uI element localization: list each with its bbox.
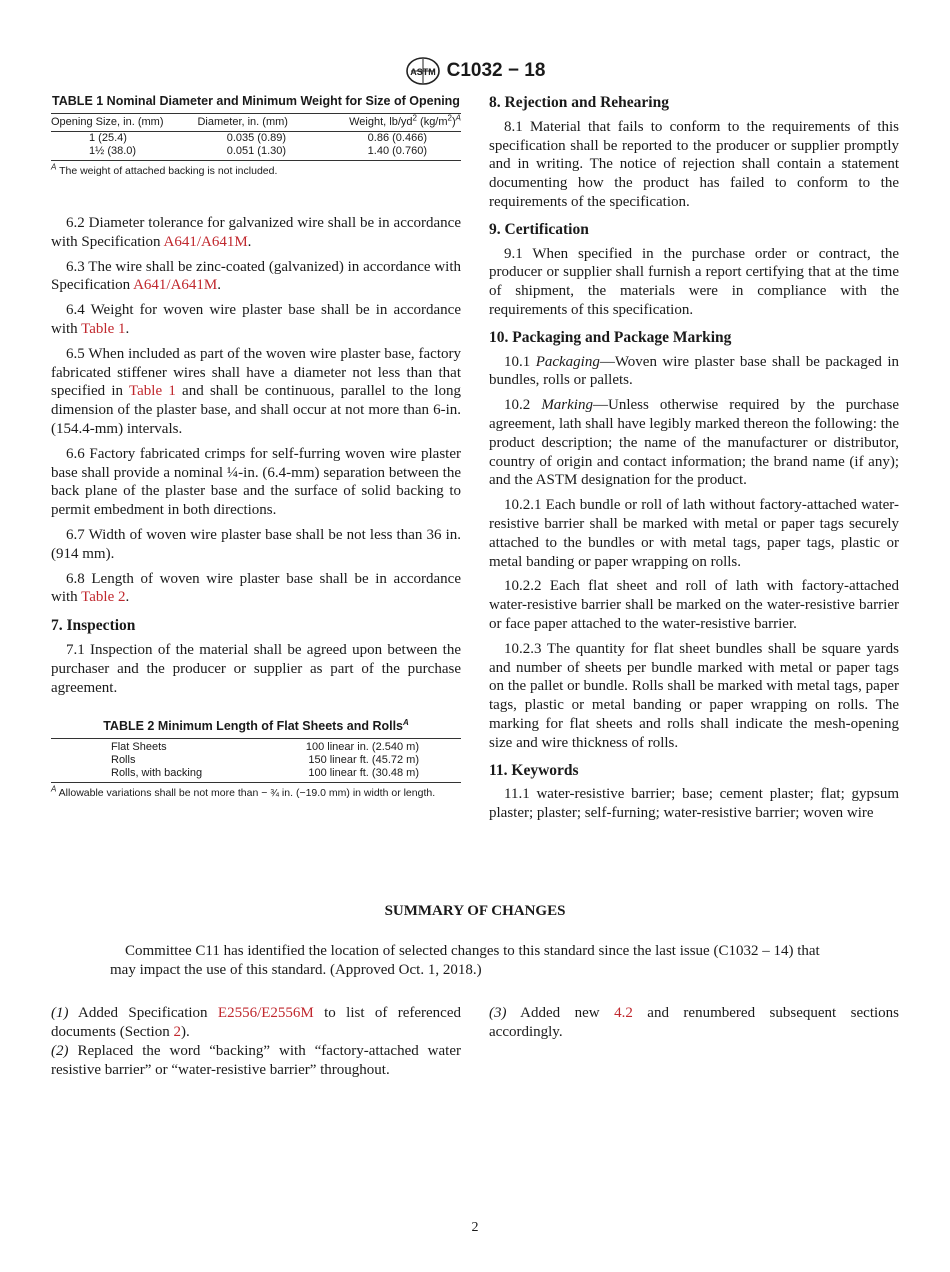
change-item-3: (3) Added new 4.2 and renumbered subsequent sections accordingly.: [489, 1005, 899, 1040]
section-6-3: 6.3 The wire shall be zinc-coated (galvanized) in accordance with Specification A641/A641M.: [51, 258, 461, 294]
section-10-2-1: 10.2.1 Each bundle or roll of lath without factory-attached water-resistive barrier shall be marked with metal or paper tags securely attached to the bundles or with metal tags, paper tags, plastic or metal banding or paper wrapping on rolls.: [489, 497, 899, 570]
cell-weight: 0.86 (0.466): [367, 132, 427, 144]
cell-item: Rolls, with backing: [51, 767, 253, 783]
cell-weight: 1.40 (0.760): [315, 145, 461, 161]
table-row: [51, 132, 461, 146]
cell-length: 150 linear ft. (45.72 m): [308, 754, 419, 767]
page-header: [0, 56, 950, 86]
table-row: [51, 739, 461, 755]
section-6-4: 6.4 Weight for woven wire plaster base shall be in accordance with Table 1.: [51, 302, 461, 337]
changes-right-column: [489, 1004, 899, 1042]
right-column: [489, 94, 899, 829]
change-item-2: (2) Replaced the word “backing” with “factory-attached water resistive barrier” or “water-resistive barrier” throughout.: [51, 1043, 461, 1078]
link-e2556[interactable]: E2556/E2556M: [217, 1005, 314, 1021]
table-2-grid: [51, 738, 461, 783]
col-header-weight: Weight, $lb/yd^2$ $(kg/m^2)^A$: [315, 114, 461, 132]
section-9-1: 9.1 When specified in the purchase order or contract, the producer or supplier shall furnish a report certifying that at the time of shipment, the materials were in compliance with the requirements of this specification.: [489, 245, 899, 318]
section-6-7: 6.7 Width of woven wire plaster base shall be not less than 36 in. (914 mm).: [51, 526, 461, 562]
summary-of-changes: [0, 903, 950, 980]
table-1-footnote: $^A$ The weight of attached backing is not included.: [51, 162, 278, 177]
table-2-footnote: $^A$ Allowable variations shall be not more than − ¾ in. (−19.0 mm) in width or length.: [51, 784, 436, 800]
cell-item: Flat Sheets: [111, 741, 167, 754]
table-1-header-row: [51, 114, 461, 132]
cell-opening: 1 (25.4): [89, 132, 127, 144]
table-row: [51, 145, 461, 161]
section-10-2-2: 10.2.2 Each flat sheet and roll of lath with factory-attached water-resistive barrier shall be marked on the water-resistive barrier or face paper attached to the water-resistive barrier.: [489, 578, 899, 632]
section-6-6: 6.6 Factory fabricated crimps for self-furring woven wire plaster base shall provide a nominal ¼-in. (6.4-mm) separation between the back plane of the plaster base and the surface of solid backing to permit embedment in both directions.: [51, 445, 461, 519]
link-section-2[interactable]: 2: [173, 1024, 181, 1040]
cell-diameter: 0.051 (1.30): [197, 145, 315, 161]
link-section-4-2[interactable]: 4.2: [614, 1005, 633, 1021]
section-8-1: 8.1 Material that fails to conform to the requirements of this specification shall be reported to the producer or supplier promptly and in writing. The notice of rejection shall contain a statement documenting how the product has failed to conform to the requirements of the specification.: [489, 118, 899, 210]
cell-item: Rolls: [111, 754, 136, 767]
change-item-1: (1) Added Specification E2556/E2556M to list of referenced documents (Section 2).: [51, 1005, 461, 1040]
summary-title: SUMMARY OF CHANGES: [384, 903, 566, 919]
left-column: [51, 94, 461, 800]
document-designation: C1032 − 18: [446, 60, 546, 81]
heading-packaging: 10. Packaging and Package Marking: [489, 328, 732, 346]
page-number: 2: [471, 1220, 479, 1235]
cell-length: 100 linear in. (2.540 m): [305, 741, 419, 754]
heading-inspection: 7. Inspection: [51, 617, 136, 635]
link-table-1[interactable]: Table 1: [129, 383, 176, 400]
link-a641[interactable]: A641/A641M: [133, 277, 218, 294]
summary-intro: Committee C11 has identified the location of selected changes to this standard since the last issue (C1032 – 14) that may impact the use of this standard. (Approved Oct. 1, 2018.): [110, 943, 820, 978]
table-2-title: TABLE 2 Minimum Length of Flat Sheets and Rolls$^A$: [103, 718, 409, 734]
heading-certification: 9. Certification: [489, 220, 589, 238]
col-header-opening: Opening Size, in. (mm): [51, 114, 197, 132]
heading-keywords: 11. Keywords: [489, 761, 579, 779]
table-2: [51, 719, 461, 800]
changes-left-column: [51, 1004, 461, 1080]
col-header-diameter: Diameter, in. (mm): [197, 114, 315, 132]
section-10-2-3: 10.2.3 The quantity for flat sheet bundles shall be square yards and number of sheets per bundle marked with metal or paper tags on the pallet or bundle. Rolls shall be marked with metal tags, paper tags, plastic or metal banding or paper wrapping on rolls. The marking for flat sheets and rolls shall indicate the mesh-opening size and wire thickness of rolls.: [489, 640, 899, 751]
section-7-1: 7.1 Inspection of the material shall be agreed upon between the purchaser and the producer or supplier as part of the purchase agreement.: [51, 641, 461, 696]
link-table-1[interactable]: Table 1: [81, 320, 126, 337]
link-table-2[interactable]: Table 2: [81, 589, 126, 606]
table-1-grid: [51, 113, 461, 161]
table-row: [51, 754, 461, 767]
astm-logo-icon: [405, 56, 441, 86]
cell-opening: 1½ (38.0): [51, 145, 197, 161]
logo-text: ASTM: [409, 67, 436, 77]
table-1-title: TABLE 1 Nominal Diameter and Minimum Weight for Size of Opening: [52, 94, 460, 108]
table-1: [51, 94, 461, 178]
section-6-2: 6.2 Diameter tolerance for galvanized wire shall be in accordance with Specification A641/A641M.: [51, 215, 461, 250]
cell-length: 100 linear ft. (30.48 m): [253, 767, 461, 783]
section-6-5: 6.5 When included as part of the woven wire plaster base, factory fabricated stiffener wires shall have a diameter not less than that specified in Table 1 and shall be continuous, parallel to the long dimension of the plaster base, and shall occur at not more than 6-in. (154.4-mm) intervals.: [51, 345, 461, 437]
heading-rejection: 8. Rejection and Rehearing: [489, 94, 669, 111]
cell-diameter: 0.035 (0.89): [226, 132, 287, 144]
section-6-8: 6.8 Length of woven wire plaster base shall be in accordance with Table 2.: [51, 570, 461, 606]
section-10-2: 10.2 Marking—Unless otherwise required by the purchase agreement, lath shall have legibly marked thereon the following: the product description; the name of the manufacturer or distributor, country of origin and contact information; the brand name (if any); and the ASTM designation for the product.: [489, 397, 899, 489]
section-11-1: 11.1 water-resistive barrier; base; cement plaster; flat; gypsum plaster; plaster; self-furning; water-resistive barrier; woven wire: [489, 786, 899, 822]
section-10-1: 10.1 Packaging—Woven wire plaster base shall be packaged in bundles, rolls or pallets.: [489, 353, 899, 389]
link-a641[interactable]: A641/A641M: [163, 233, 248, 250]
table-row: [51, 767, 461, 783]
